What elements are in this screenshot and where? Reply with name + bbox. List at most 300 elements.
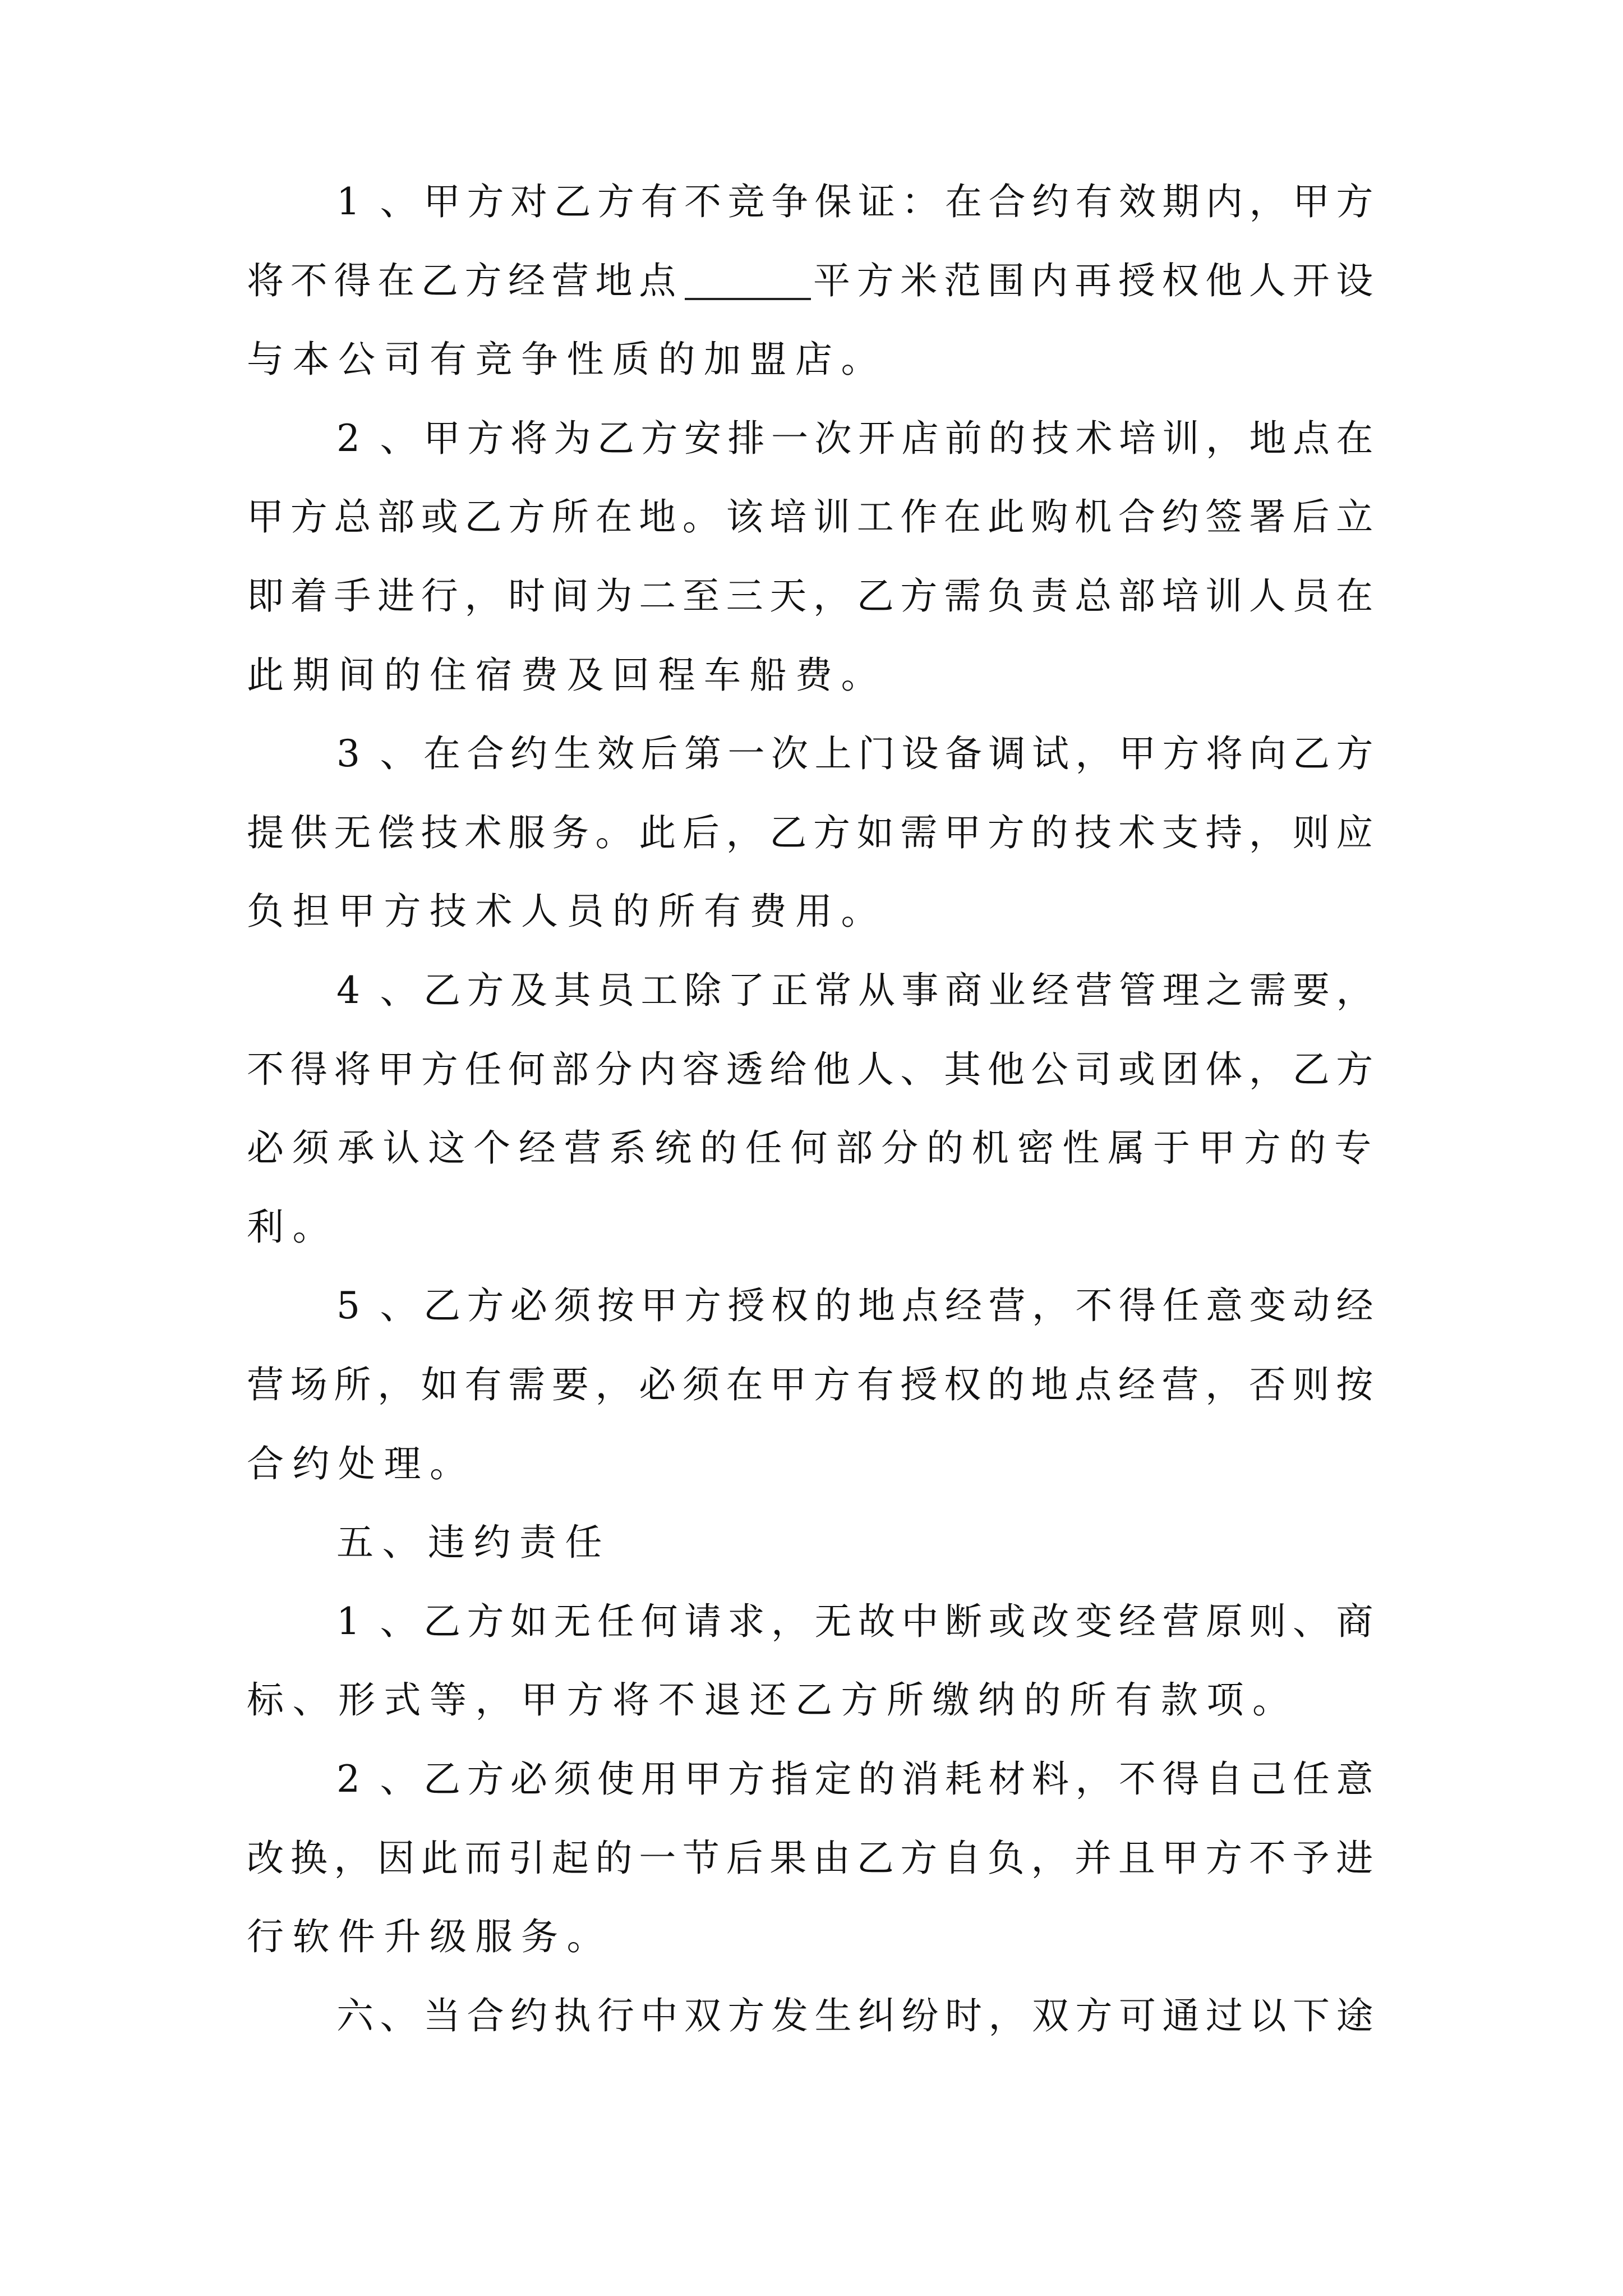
text-glyph: 经 bbox=[945, 1284, 982, 1328]
text-glyph: 或 bbox=[421, 495, 458, 539]
text-glyph: 部 bbox=[377, 495, 415, 539]
text-glyph: 偿 bbox=[377, 811, 415, 854]
text-glyph: 营 bbox=[564, 1126, 601, 1170]
text-glyph: 行 bbox=[597, 1994, 634, 2037]
text-glyph: 得 bbox=[1162, 1757, 1200, 1801]
text-glyph: 方 bbox=[900, 1836, 938, 1880]
text-glyph: 营 bbox=[1162, 1599, 1200, 1643]
text-glyph: 地 bbox=[639, 495, 676, 539]
text-glyph: 约 bbox=[510, 1994, 547, 2037]
text-glyph: 内 bbox=[1206, 180, 1243, 223]
text-glyph: 方 bbox=[813, 1363, 850, 1406]
text-glyph: 纳 bbox=[978, 1678, 1015, 1722]
text-glyph: 或 bbox=[1118, 1047, 1155, 1091]
text-glyph: 下 bbox=[1293, 1994, 1330, 2037]
text-glyph: 经 bbox=[1336, 1284, 1373, 1328]
text-glyph: 给 bbox=[769, 1047, 807, 1091]
text-glyph: 乙 bbox=[597, 416, 634, 460]
text-glyph: 3 bbox=[336, 732, 360, 776]
text-glyph: 违 bbox=[428, 1521, 465, 1565]
text-glyph: 总 bbox=[1075, 574, 1112, 618]
text-glyph: 负 bbox=[987, 1836, 1025, 1880]
text-glyph: 的 bbox=[1031, 811, 1068, 854]
text-glyph: 乙 bbox=[554, 180, 591, 223]
text-glyph: 持 bbox=[1205, 811, 1243, 854]
text-glyph: 需 bbox=[900, 811, 938, 854]
text-glyph: 技 bbox=[1075, 811, 1112, 854]
text-glyph: 部 bbox=[551, 1047, 589, 1091]
text-glyph: 方 bbox=[1336, 1047, 1373, 1091]
text-glyph: 、 bbox=[292, 1678, 330, 1722]
text-glyph: 有 bbox=[1115, 1678, 1152, 1722]
text-glyph: 方 bbox=[1336, 180, 1373, 223]
text-glyph: 培 bbox=[769, 495, 807, 539]
text-glyph: 范 bbox=[944, 259, 981, 302]
text-glyph: 方 bbox=[467, 969, 504, 1012]
text-glyph: 方 bbox=[727, 1757, 765, 1801]
text-glyph: 争 bbox=[771, 180, 808, 223]
text-glyph: ， bbox=[464, 574, 502, 618]
text-glyph: 通 bbox=[1162, 1994, 1200, 2037]
text-glyph: 宿 bbox=[475, 653, 513, 697]
text-glyph: 方 bbox=[467, 1757, 504, 1801]
text-glyph: 在 bbox=[423, 732, 460, 776]
text-glyph: 人 bbox=[856, 1047, 894, 1091]
text-glyph: 商 bbox=[945, 969, 982, 1012]
text-glyph: 求 bbox=[727, 1599, 765, 1643]
text-glyph: 为 bbox=[554, 416, 591, 460]
text-glyph: 内 bbox=[1031, 259, 1068, 302]
text-glyph: 经 bbox=[1118, 1363, 1155, 1406]
text-glyph: 方 bbox=[640, 416, 678, 460]
text-glyph: 方 bbox=[1075, 1994, 1113, 2037]
text-glyph: 乙 bbox=[1293, 732, 1330, 776]
text-glyph: 而 bbox=[464, 1836, 502, 1880]
text-glyph: ， bbox=[1031, 1836, 1068, 1880]
text-glyph: 节 bbox=[682, 1836, 720, 1880]
text-glyph: 方 bbox=[290, 495, 328, 539]
text-glyph: 着 bbox=[290, 574, 328, 618]
text-glyph: 生 bbox=[554, 732, 591, 776]
text-glyph: 点 bbox=[901, 1284, 939, 1328]
text-glyph: 签 bbox=[1205, 495, 1243, 539]
text-glyph: 利 bbox=[247, 1205, 284, 1249]
text-glyph: 乙 bbox=[423, 1284, 460, 1328]
text-glyph: 使 bbox=[597, 1757, 634, 1801]
text-glyph: 不 bbox=[247, 1047, 284, 1091]
text-glyph: 司 bbox=[384, 338, 421, 381]
text-glyph: 4 bbox=[336, 969, 360, 1012]
text-glyph: 二 bbox=[639, 574, 676, 618]
text-glyph: 式 bbox=[384, 1678, 421, 1722]
text-glyph: 公 bbox=[338, 338, 375, 381]
text-glyph: 、 bbox=[1293, 1599, 1330, 1643]
text-glyph: 开 bbox=[1292, 259, 1330, 302]
text-glyph: 效 bbox=[1119, 180, 1156, 223]
text-glyph: 住 bbox=[430, 653, 467, 697]
text-glyph: 进 bbox=[377, 574, 415, 618]
text-glyph: 营 bbox=[1161, 1363, 1199, 1406]
text-glyph: 系 bbox=[609, 1126, 647, 1170]
text-glyph: 其 bbox=[554, 969, 591, 1012]
text-glyph: 常 bbox=[814, 969, 852, 1012]
text-glyph: 机 bbox=[971, 1126, 1009, 1170]
text-glyph: 1 bbox=[336, 180, 360, 223]
text-glyph: 保 bbox=[814, 180, 852, 223]
text-glyph: 项 bbox=[1206, 1678, 1244, 1722]
text-glyph: 合 bbox=[1118, 495, 1155, 539]
text-glyph: 指 bbox=[771, 1757, 808, 1801]
text-glyph: 点 bbox=[639, 259, 676, 302]
text-glyph: 场 bbox=[290, 1363, 328, 1406]
text-glyph: 方 bbox=[566, 1678, 604, 1722]
text-glyph: 可 bbox=[1119, 1994, 1156, 2037]
text-glyph: 三 bbox=[726, 574, 763, 618]
text-glyph: 的 bbox=[1023, 1678, 1061, 1722]
text-glyph: 了 bbox=[727, 969, 765, 1012]
text-glyph: 安 bbox=[684, 416, 721, 460]
text-glyph: 。 bbox=[1252, 1678, 1289, 1722]
text-glyph: 按 bbox=[597, 1284, 634, 1328]
text-glyph: 变 bbox=[1075, 1599, 1113, 1643]
text-glyph: 则 bbox=[1292, 811, 1330, 854]
text-glyph: 如 bbox=[510, 1599, 547, 1643]
text-glyph: 需 bbox=[508, 1363, 546, 1406]
text-glyph: 在 bbox=[1336, 574, 1373, 618]
text-glyph: 服 bbox=[508, 811, 546, 854]
text-glyph: 个 bbox=[473, 1126, 510, 1170]
text-glyph: 当 bbox=[423, 1994, 460, 2037]
text-glyph: 授 bbox=[900, 1363, 938, 1406]
text-glyph: ， bbox=[1336, 969, 1373, 1012]
text-glyph: 方 bbox=[384, 890, 421, 933]
text-glyph: 由 bbox=[813, 1836, 850, 1880]
text-glyph: 乙 bbox=[1292, 1047, 1330, 1091]
text-glyph: 在 bbox=[945, 180, 982, 223]
text-glyph: 则 bbox=[1292, 1363, 1330, 1406]
text-glyph: 软 bbox=[292, 1915, 330, 1959]
text-glyph: 程 bbox=[658, 653, 695, 697]
text-glyph: 车 bbox=[704, 653, 741, 697]
text-glyph: 约 bbox=[1032, 180, 1069, 223]
text-glyph: 自 bbox=[1206, 1757, 1243, 1801]
text-glyph: 标 bbox=[247, 1678, 284, 1722]
text-glyph: 术 bbox=[464, 811, 502, 854]
text-glyph: 米 bbox=[900, 259, 938, 302]
text-glyph: 除 bbox=[684, 969, 721, 1012]
text-glyph: 形 bbox=[338, 1678, 375, 1722]
text-glyph: 不 bbox=[658, 1678, 695, 1722]
text-glyph: 供 bbox=[290, 811, 328, 854]
text-glyph: 2 bbox=[336, 416, 360, 460]
text-glyph: 合 bbox=[247, 1442, 284, 1485]
text-glyph: ， bbox=[1075, 732, 1113, 776]
text-glyph: 人 bbox=[1248, 574, 1286, 618]
text-glyph: ， bbox=[1248, 1047, 1286, 1091]
text-glyph: 的 bbox=[1289, 1126, 1326, 1170]
text-glyph: 、 bbox=[380, 1284, 417, 1328]
text-glyph: 员 bbox=[566, 890, 604, 933]
text-glyph: 、 bbox=[380, 1757, 417, 1801]
text-glyph: 必 bbox=[510, 1757, 547, 1801]
text-glyph: 所 bbox=[658, 890, 695, 933]
text-glyph: 行 bbox=[247, 1915, 284, 1959]
text-glyph: 该 bbox=[726, 495, 763, 539]
text-glyph: 改 bbox=[1032, 1599, 1069, 1643]
text-glyph: 人 bbox=[521, 890, 558, 933]
text-glyph: 方 bbox=[467, 1599, 504, 1643]
text-glyph: 与 bbox=[247, 338, 284, 381]
text-glyph: 方 bbox=[1243, 1126, 1281, 1170]
text-glyph: 有 bbox=[704, 890, 741, 933]
text-glyph: 方 bbox=[987, 811, 1025, 854]
text-glyph: 甲 bbox=[1161, 1836, 1199, 1880]
text-glyph: 分 bbox=[595, 1047, 633, 1091]
text-glyph: 提 bbox=[247, 811, 284, 854]
text-glyph: 在 bbox=[726, 1363, 763, 1406]
text-glyph: 认 bbox=[382, 1126, 420, 1170]
text-glyph: 级 bbox=[430, 1915, 467, 1959]
text-glyph: 等 bbox=[430, 1678, 467, 1722]
text-glyph: 应 bbox=[1336, 811, 1373, 854]
text-glyph: 任 bbox=[597, 1599, 634, 1643]
text-glyph: 有 bbox=[640, 180, 678, 223]
text-glyph: 方 bbox=[467, 180, 504, 223]
text-glyph: 营 bbox=[988, 1284, 1026, 1328]
text-glyph: 双 bbox=[1032, 1994, 1069, 2037]
text-glyph: 对 bbox=[510, 180, 547, 223]
text-glyph: 的 bbox=[987, 1363, 1025, 1406]
text-glyph: 以 bbox=[1249, 1994, 1287, 2037]
text-glyph: 务 bbox=[551, 811, 589, 854]
text-glyph: 营 bbox=[247, 1363, 284, 1406]
text-glyph: 方 bbox=[1336, 732, 1373, 776]
text-glyph: ， bbox=[1205, 1363, 1243, 1406]
text-glyph: 将 bbox=[1206, 732, 1243, 776]
text-glyph: 合 bbox=[988, 180, 1026, 223]
text-glyph: 约 bbox=[1161, 495, 1199, 539]
text-glyph: 术 bbox=[1075, 416, 1113, 460]
text-glyph: 乙 bbox=[423, 1599, 460, 1643]
text-glyph: 经 bbox=[518, 1126, 556, 1170]
text-glyph: 所 bbox=[551, 495, 589, 539]
text-glyph: 将 bbox=[334, 1047, 371, 1091]
text-glyph: 第 bbox=[684, 732, 721, 776]
text-glyph: 属 bbox=[1108, 1126, 1145, 1170]
text-glyph: 甲 bbox=[423, 180, 460, 223]
text-glyph: 乙 bbox=[423, 969, 460, 1012]
text-glyph: 方 bbox=[597, 180, 634, 223]
text-glyph: 务 bbox=[521, 1915, 558, 1959]
text-glyph: 如 bbox=[421, 1363, 458, 1406]
text-glyph: 期 bbox=[1162, 180, 1200, 223]
text-glyph: 船 bbox=[749, 653, 787, 697]
text-glyph: 向 bbox=[1249, 732, 1287, 776]
text-glyph: 点 bbox=[1293, 416, 1330, 460]
text-glyph: 地 bbox=[1249, 416, 1287, 460]
text-glyph: 再 bbox=[1075, 259, 1112, 302]
text-glyph: 期 bbox=[292, 653, 330, 697]
text-glyph: 乙 bbox=[421, 259, 458, 302]
text-glyph: 将 bbox=[247, 259, 284, 302]
text-glyph: 、 bbox=[380, 1599, 417, 1643]
text-glyph: 内 bbox=[639, 1047, 676, 1091]
text-glyph: 授 bbox=[1118, 259, 1155, 302]
text-glyph: 换 bbox=[290, 1836, 328, 1880]
text-glyph: 有 bbox=[430, 338, 467, 381]
text-glyph: 无 bbox=[814, 1599, 852, 1643]
text-glyph: 方 bbox=[467, 416, 504, 460]
text-glyph: 部 bbox=[1118, 574, 1155, 618]
text-glyph: 在 bbox=[377, 259, 415, 302]
text-glyph: 理 bbox=[1162, 969, 1200, 1012]
text-glyph: 纠 bbox=[858, 1994, 895, 2037]
text-glyph: 。 bbox=[430, 1442, 467, 1485]
text-glyph: 进 bbox=[1336, 1836, 1373, 1880]
text-glyph: 甲 bbox=[1198, 1126, 1235, 1170]
text-glyph: 、 bbox=[380, 969, 417, 1012]
text-glyph: 间 bbox=[338, 653, 375, 697]
text-glyph: 调 bbox=[988, 732, 1026, 776]
text-glyph: 予 bbox=[1292, 1836, 1330, 1880]
text-glyph: 合 bbox=[467, 1994, 504, 2037]
text-glyph: 得 bbox=[290, 1047, 328, 1091]
text-glyph: 这 bbox=[428, 1126, 465, 1170]
text-glyph: 。 bbox=[682, 495, 720, 539]
text-glyph: 方 bbox=[900, 574, 938, 618]
text-glyph: 用 bbox=[640, 1757, 678, 1801]
text-glyph: 断 bbox=[945, 1599, 982, 1643]
text-glyph: 为 bbox=[595, 574, 633, 618]
text-glyph: 乙 bbox=[423, 1757, 460, 1801]
text-glyph: 料 bbox=[1032, 1757, 1069, 1801]
text-glyph: ， bbox=[595, 1363, 633, 1406]
text-glyph: 技 bbox=[1032, 416, 1069, 460]
text-glyph: 。 bbox=[292, 1205, 330, 1249]
text-glyph: 行 bbox=[421, 574, 458, 618]
text-glyph: 开 bbox=[858, 416, 895, 460]
text-glyph: 营 bbox=[551, 259, 589, 302]
text-glyph: 服 bbox=[475, 1915, 513, 1959]
text-glyph: 员 bbox=[597, 969, 634, 1012]
text-glyph: 经 bbox=[1119, 1599, 1156, 1643]
text-glyph: 效 bbox=[597, 732, 634, 776]
text-glyph: 何 bbox=[508, 1047, 546, 1091]
text-glyph: 按 bbox=[1336, 1363, 1373, 1406]
text-glyph: 后 bbox=[640, 732, 678, 776]
text-glyph: 五 bbox=[336, 1521, 374, 1565]
text-glyph: 训 bbox=[1205, 574, 1243, 618]
text-glyph: 作 bbox=[900, 495, 938, 539]
text-glyph: 盟 bbox=[749, 338, 787, 381]
text-glyph: 方 bbox=[684, 1284, 721, 1328]
text-glyph: 乙 bbox=[856, 1836, 894, 1880]
text-glyph: 的 bbox=[700, 1126, 737, 1170]
text-glyph: 必 bbox=[639, 1363, 676, 1406]
text-glyph: 分 bbox=[881, 1126, 919, 1170]
text-glyph: 点 bbox=[1075, 1363, 1112, 1406]
text-glyph: 及 bbox=[566, 653, 604, 697]
text-glyph: 证 bbox=[858, 180, 895, 223]
text-glyph: 经 bbox=[1032, 969, 1069, 1012]
text-glyph: 需 bbox=[944, 574, 981, 618]
text-glyph: 动 bbox=[1293, 1284, 1330, 1328]
text-glyph: 权 bbox=[771, 1284, 808, 1328]
text-glyph: 前 bbox=[945, 416, 982, 460]
text-glyph: ， bbox=[1032, 1284, 1069, 1328]
text-glyph: 用 bbox=[795, 890, 832, 933]
text-glyph: 回 bbox=[612, 653, 649, 697]
text-glyph: 竞 bbox=[727, 180, 765, 223]
text-glyph: 其 bbox=[944, 1047, 981, 1091]
text-glyph: 的 bbox=[612, 890, 649, 933]
text-glyph: 。 bbox=[595, 811, 633, 854]
text-glyph: 途 bbox=[1336, 1994, 1373, 2037]
text-glyph: 无 bbox=[554, 1599, 591, 1643]
text-glyph: ， bbox=[475, 1678, 513, 1722]
text-glyph: 方 bbox=[813, 811, 850, 854]
text-glyph: 于 bbox=[1153, 1126, 1190, 1170]
text-glyph: 此 bbox=[987, 495, 1025, 539]
text-glyph: 须 bbox=[682, 1363, 720, 1406]
text-glyph: 方 bbox=[1162, 732, 1200, 776]
text-glyph: 乙 bbox=[856, 574, 894, 618]
text-glyph: 意 bbox=[1336, 1757, 1373, 1801]
text-glyph: 的 bbox=[858, 1757, 895, 1801]
text-glyph: 理 bbox=[384, 1442, 421, 1485]
text-glyph: 何 bbox=[790, 1126, 828, 1170]
text-glyph: 地 bbox=[595, 259, 633, 302]
text-glyph: 执 bbox=[554, 1994, 591, 2037]
text-glyph: 、 bbox=[382, 1521, 419, 1565]
text-glyph: 部 bbox=[836, 1126, 873, 1170]
text-glyph: 要 bbox=[551, 1363, 589, 1406]
text-glyph: 立 bbox=[1336, 495, 1373, 539]
text-glyph: 六 bbox=[336, 1994, 374, 2037]
text-glyph: 2 bbox=[336, 1757, 360, 1801]
text-glyph: 1 bbox=[336, 1599, 360, 1643]
text-glyph: ， bbox=[1075, 1757, 1113, 1801]
text-glyph: 工 bbox=[640, 969, 678, 1012]
text-glyph: 地 bbox=[858, 1284, 895, 1328]
text-glyph: 工 bbox=[856, 495, 894, 539]
text-glyph: 何 bbox=[640, 1599, 678, 1643]
text-glyph: 材 bbox=[988, 1757, 1026, 1801]
text-glyph: 约 bbox=[292, 1442, 330, 1485]
text-glyph: 所 bbox=[887, 1678, 924, 1722]
text-glyph: 乙 bbox=[795, 1678, 832, 1722]
text-glyph: 耗 bbox=[945, 1757, 982, 1801]
text-glyph: 约 bbox=[510, 732, 547, 776]
text-glyph: 、 bbox=[380, 416, 417, 460]
text-glyph: 营 bbox=[1075, 969, 1113, 1012]
text-glyph: 店 bbox=[795, 338, 832, 381]
text-glyph: 甲 bbox=[377, 1047, 415, 1091]
text-glyph: 上 bbox=[814, 732, 852, 776]
text-glyph: 己 bbox=[1249, 1757, 1287, 1801]
text-glyph: 5 bbox=[336, 1284, 360, 1328]
text-glyph: 此 bbox=[639, 811, 676, 854]
text-glyph: 甲 bbox=[521, 1678, 558, 1722]
text-glyph: 任 bbox=[565, 1521, 602, 1565]
text-glyph: 管 bbox=[1119, 969, 1156, 1012]
text-glyph: 需 bbox=[1249, 969, 1287, 1012]
text-glyph: 即 bbox=[247, 574, 284, 618]
text-glyph: 的 bbox=[384, 653, 421, 697]
text-glyph: 此 bbox=[247, 653, 284, 697]
text-glyph: 的 bbox=[988, 416, 1026, 460]
text-glyph: 业 bbox=[988, 969, 1026, 1012]
